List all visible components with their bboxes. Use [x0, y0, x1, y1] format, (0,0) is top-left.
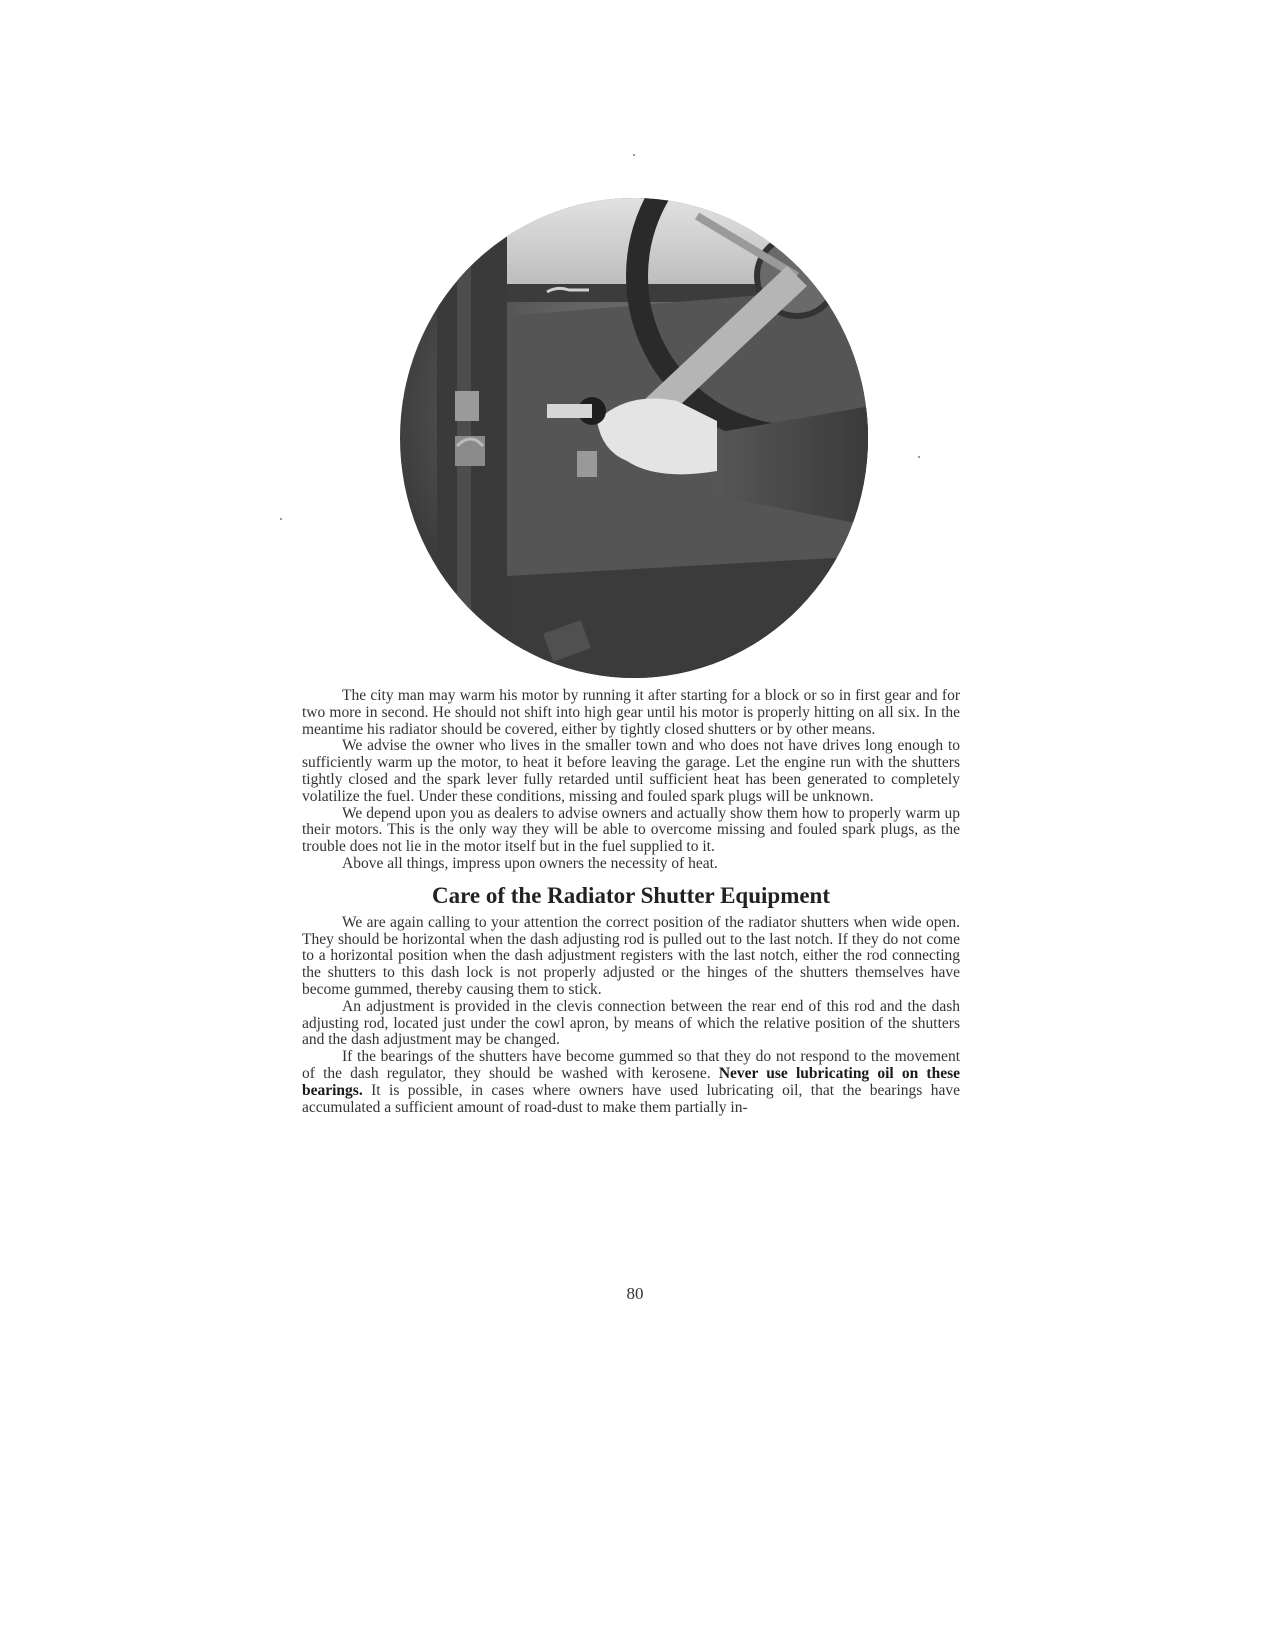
page-number: 80	[626, 1284, 644, 1303]
dashboard-illustration	[397, 196, 871, 680]
door-hinge-upper	[455, 391, 479, 421]
section-heading: Care of the Radiator Shutter Equipment	[431, 882, 831, 908]
bearings-text-start: If the bearings of the shutters have become gummed so that they do not respond to the movement of the dash regulator, they should be washed with kerosene.	[302, 1048, 960, 1082]
paragraph-heat: Above all things, impress upon owners the necessity of heat.	[342, 854, 718, 872]
paragraph-smaller-town: We advise the owner who lives in the smaller town and who does not have drives long enough to sufficiently warm up the motor, to heat it before leaving the garage. Let the engine run with the shutters tightly closed and the spark lever fully retarded until sufficient heat has been generated to completely volatilize the fuel. Under these conditions, missing and fouled spark plugs will be unknown.	[302, 737, 960, 805]
print-speck	[918, 456, 920, 458]
floor-board	[507, 556, 871, 680]
paragraph-clevis-adjustment: An adjustment is provided in the clevis connection between the rear end of this rod and the dash adjusting rod, located just under the cowl apron, by means of which the relative position of the shutters and the dash adjustment may be changed.	[302, 997, 960, 1049]
paragraph-bearings	[302, 1049, 960, 1116]
paragraph-city-man: The city man may warm his motor by running it after starting for a block or so in first gear and for two more in second. He should not shift into high gear until his motor is properly hitting on all six. In the meantime his radiator should be covered, either by tightly closed shutters or by other means.	[302, 687, 960, 738]
bearings-text-end: It is possible, in cases where owners have used lubricating oil, that the bearings have accumulated a sufficient amount of road-dust to make them partially in-	[302, 1081, 960, 1116]
paragraph-shutter-position: We are again calling to your attention the correct position of the radiator shutters when wide open. They should be horizontal when the dash adjusting rod is pulled out to the last notch. If they do not come to a horizontal position when the dash adjustment registers with the last notch, either the rod connecting the shutters to this dash lock is not properly adjusted or the hinges of the shutters themselves have become gummed, thereby causing them to stick.	[302, 913, 960, 998]
print-speck	[633, 154, 635, 156]
body-text	[302, 688, 960, 1116]
bearings-warning: Never use lubricating oil on these bearings.	[302, 1064, 960, 1099]
dash-lock-bracket	[577, 451, 597, 477]
paragraph-dealers: We depend upon you as dealers to advise owners and actually show them how to properly warm up their motors. This is the only way they will be able to overcome missing and fouled spark plugs, as the trouble does not lie in the motor itself but in the fuel supplied to it.	[302, 804, 960, 856]
print-speck	[280, 518, 282, 520]
circular-photograph	[397, 196, 871, 680]
dash-adjusting-rod	[547, 404, 592, 418]
